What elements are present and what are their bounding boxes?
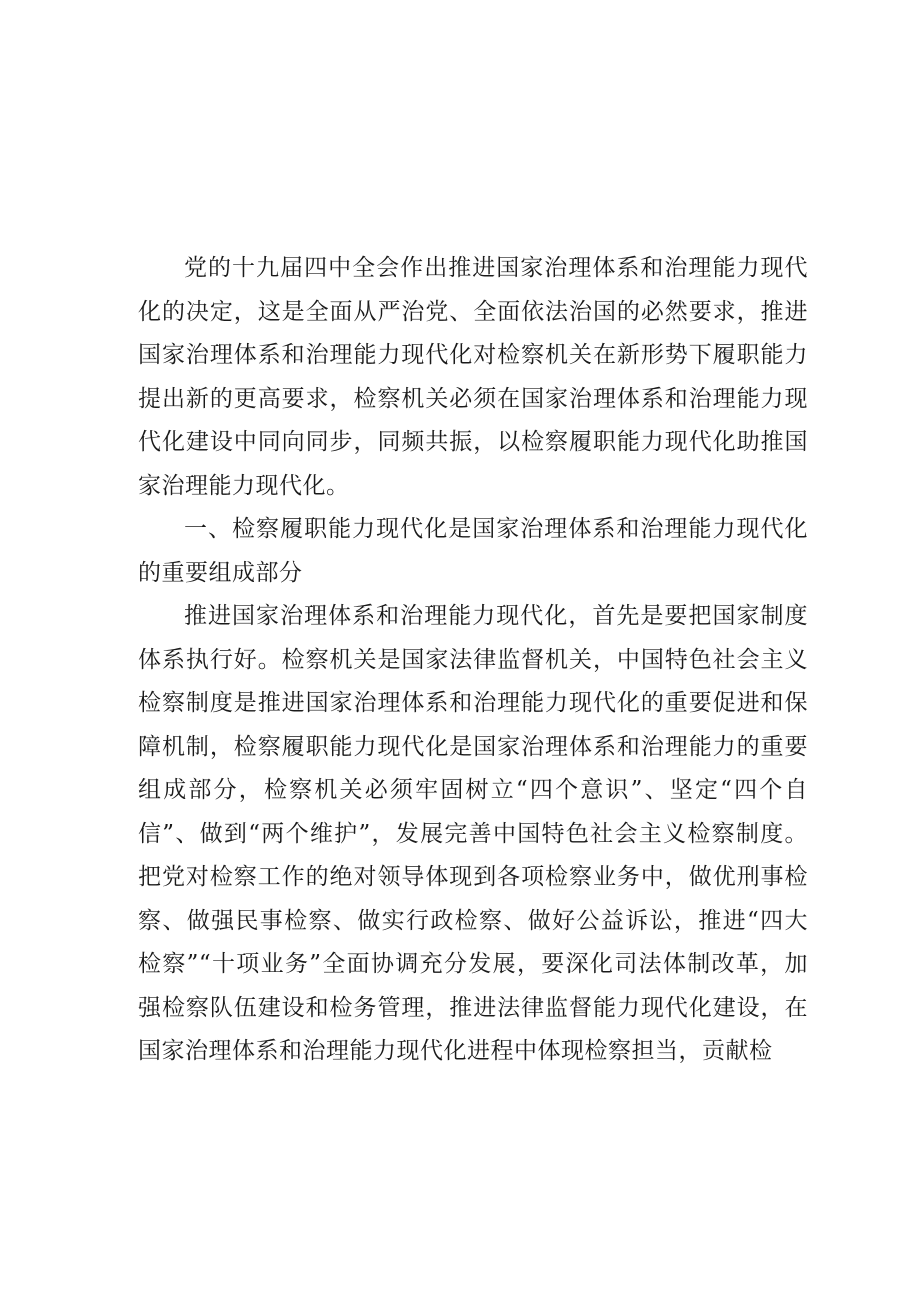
section-heading: 一、检察履职能力现代化是国家治理体系和治理能力现代化的重要组成部分 bbox=[138, 516, 808, 586]
document-body bbox=[138, 247, 808, 1074]
intro-paragraph: 党的十九届四中全会作出推进国家治理体系和治理能力现代化的决定，这是全面从严治党、全面依法治国的必然要求，推进国家治理体系和治理能力现代化对检察机关在新形势下履职能力提出新的更高要求，检察机关必须在国家治理体系和治理能力现代化建设中同向同步，同频共振，以检察履职能力现代化助推国家治理能力现代化。 bbox=[138, 255, 808, 499]
body-paragraph: 推进国家治理体系和治理能力现代化，首先是要把国家制度体系执行好。检察机关是国家法律监督机关，中国特色社会主义检察制度是推进国家治理体系和治理能力现代化的重要促进和保障机制，检察履职能力现代化是国家治理体系和治理能力的重要组成部分，检察机关必须牢固树立“四个意识”、坚定“四个自信”、做到“两个维护”，发展完善中国特色社会主义检察制度。把党对检察工作的绝对领导体现到各项检察业务中，做优刑事检察、做强民事检察、做实行政检察、做好公益诉讼，推进“四大检察”“十项业务”全面协调充分发展，要深化司法体制改革，加强检察队伍建设和检务管理，推进法律监督能力现代化建设，在国家治理体系和治理能力现代化进程中体现检察担当，贡献检 bbox=[138, 603, 808, 1064]
